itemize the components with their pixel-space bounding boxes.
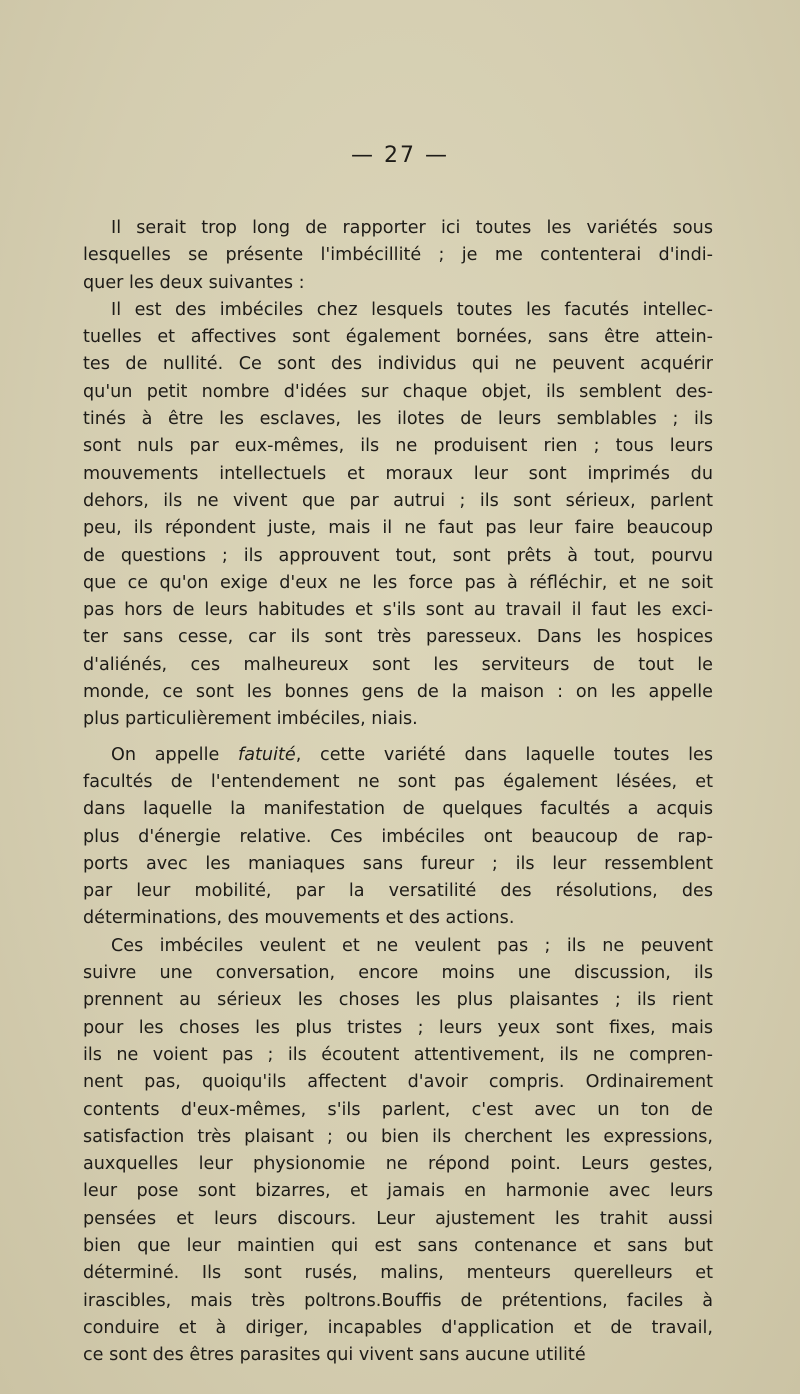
text-line: ter sans cesse, car ils sont très paresseux. Dans les hospices — [83, 627, 713, 648]
text-line: tinés à être les esclaves, les ilotes de leurs semblables ; ils — [83, 409, 713, 430]
text-line: prennent au sérieux les choses les plus plaisantes ; ils rient — [83, 990, 713, 1011]
text-line: plus particulièrement imbéciles, niais. — [83, 709, 418, 730]
text-line: tuelles et affectives sont également bornées, sans être attein- — [83, 327, 713, 348]
text-line: tes de nullité. Ce sont des individus qui ne peuvent acquérir — [83, 354, 713, 375]
text-line: pour les choses les plus tristes ; leurs yeux sont fixes, mais — [83, 1017, 713, 1038]
text-line: que ce qu'on exige d'eux ne les force pas à réfléchir, et ne soit — [83, 572, 713, 593]
paragraph — [83, 297, 713, 734]
text-line: déterminations, des mouvements et des actions. — [83, 908, 515, 929]
text-line: satisfaction très plaisant ; ou bien ils cherchent les expressions, — [83, 1126, 713, 1147]
text-line: monde, ce sont les bonnes gens de la maison : on les appelle — [83, 682, 713, 703]
text-line: plus d'énergie relative. Ces imbéciles ont beaucoup de rap- — [83, 826, 713, 847]
text-line: conduire et à diriger, incapables d'application et de travail, — [83, 1317, 713, 1338]
text-line: sont nuls par eux-mêmes, ils ne produisent rien ; tous leurs — [83, 436, 713, 457]
paragraph — [83, 742, 713, 933]
text-line: par leur mobilité, par la versatilité des résolutions, des — [83, 881, 713, 902]
text-line: ports avec les maniaques sans fureur ; ils leur ressemblent — [83, 853, 713, 874]
text-line: dehors, ils ne vivent que par autrui ; ils sont sérieux, parlent — [83, 490, 713, 511]
text-line: lesquelles se présente l'imbécillité ; je me contenterai d'indi- — [83, 245, 713, 266]
text-line: auxquelles leur physionomie ne répond point. Leurs gestes, — [83, 1154, 713, 1175]
text-line: dans laquelle la manifestation de quelques facultés a acquis — [83, 799, 713, 820]
page-number: — 27 — — [351, 143, 449, 168]
text-fragment: , cette variété dans laquelle toutes les — [295, 744, 713, 765]
body-text — [83, 215, 713, 1369]
text-line: mouvements intellectuels et moraux leur sont imprimés du — [83, 463, 713, 484]
paragraph — [83, 933, 713, 1370]
text-line: Il serait trop long de rapporter ici toutes les variétés sous — [111, 218, 713, 238]
text-line — [83, 742, 713, 769]
paragraph — [83, 215, 713, 297]
text-line: leur pose sont bizarres, et jamais en harmonie avec leurs — [83, 1181, 713, 1202]
text-line: de questions ; ils approuvent tout, sont prêts à tout, pourvu — [83, 545, 713, 566]
text-line: nent pas, quoiqu'ils affectent d'avoir compris. Ordinairement — [83, 1072, 713, 1093]
text-line: Ces imbéciles veulent et ne veulent pas ; ils ne peuvent — [111, 935, 713, 956]
text-line: facultés de l'entendement ne sont pas également lésées, et — [83, 771, 713, 792]
text-line: ils ne voient pas ; ils écoutent attentivement, ils ne compren- — [83, 1044, 713, 1065]
text-line: irascibles, mais très poltrons.Bouffis de prétentions, faciles à — [83, 1290, 713, 1311]
text-line: contents d'eux-mêmes, s'ils parlent, c'est avec un ton de — [83, 1099, 713, 1120]
text-line: déterminé. Ils sont rusés, malins, menteurs querelleurs et — [83, 1263, 713, 1284]
text-line: pensées et leurs discours. Leur ajustement les trahit aussi — [83, 1208, 713, 1229]
text-line: pas hors de leurs habitudes et s'ils sont au travail il faut les exci- — [83, 600, 713, 621]
text-line: Il est des imbéciles chez lesquels toutes les facutés intellec- — [111, 299, 713, 320]
text-line: bien que leur maintien qui est sans contenance et sans but — [83, 1235, 713, 1256]
emphasized-term: fatuité — [238, 744, 296, 765]
text-line: peu, ils répondent juste, mais il ne faut pas leur faire beaucoup — [83, 518, 713, 539]
text-line: quer les deux suivantes : — [83, 272, 305, 293]
text-line: ce sont des êtres parasites qui vivent sans aucune utilité — [83, 1345, 586, 1366]
text-line: suivre une conversation, encore moins une discussion, ils — [83, 963, 713, 984]
text-line: qu'un petit nombre d'idées sur chaque objet, ils semblent des- — [83, 381, 713, 402]
text-fragment: On appelle — [111, 744, 220, 765]
text-line: d'aliénés, ces malheureux sont les serviteurs de tout le — [83, 654, 713, 675]
